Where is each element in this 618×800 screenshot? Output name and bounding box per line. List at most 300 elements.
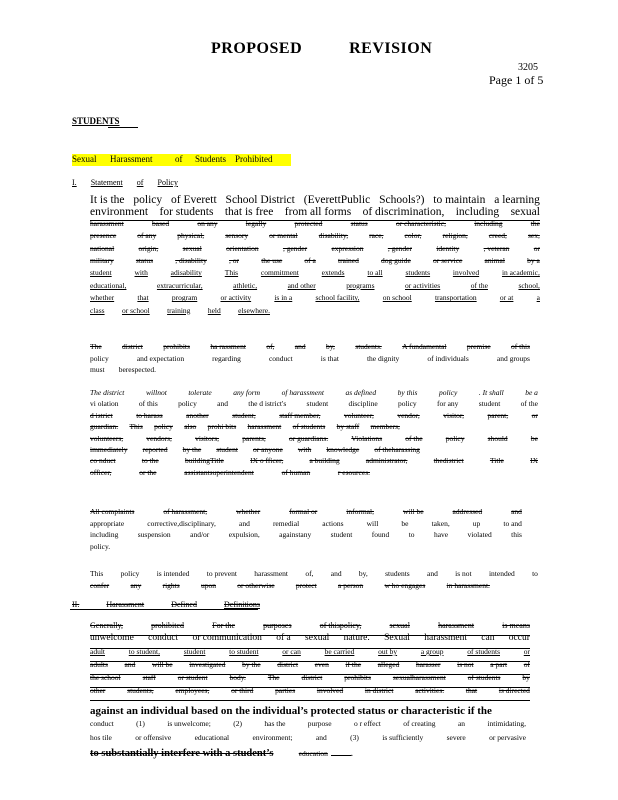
title-word: PROPOSED <box>211 40 303 57</box>
text-word: students. <box>355 342 382 351</box>
text-word: appropriate <box>90 518 125 528</box>
text-word: class <box>90 305 105 315</box>
text-word: IX o fficer, <box>250 456 284 466</box>
text-word: or activities <box>405 280 441 290</box>
text-word: students <box>405 268 431 278</box>
text-word: activities. <box>415 686 445 695</box>
text-word: and <box>330 569 342 578</box>
text-word: of, <box>266 342 275 351</box>
text-word: regarding <box>212 353 241 363</box>
text-word: a group <box>420 647 444 656</box>
text-word: sex, <box>527 231 540 241</box>
text-word: to the <box>141 456 159 466</box>
text-word: race, <box>369 231 384 241</box>
text-line <box>90 244 540 253</box>
text-word: environment; <box>252 733 293 742</box>
policy-number: 3205 <box>518 62 538 73</box>
text-word: policy <box>154 422 173 432</box>
document-title <box>211 40 432 58</box>
text-word: policy <box>120 569 140 578</box>
text-word: harassment <box>247 422 282 432</box>
text-word: is sufficiently <box>382 733 424 742</box>
text-word: hos tile <box>90 733 112 742</box>
text-word: any form <box>233 388 261 397</box>
text-word: intimidating, <box>487 719 526 728</box>
text-word: (2) <box>233 719 242 728</box>
final-dot: . <box>350 748 354 759</box>
text-word: or guardians. <box>288 433 329 443</box>
text-word: student <box>478 399 501 409</box>
text-word: origin, <box>138 243 159 253</box>
text-word: of students <box>467 673 501 682</box>
text-word: to student, <box>128 647 160 656</box>
text-word: harasser <box>415 660 441 669</box>
text-word: including <box>90 530 119 540</box>
text-word: of individuals <box>427 353 469 363</box>
text-word: of human <box>281 467 311 477</box>
title-token: Harassment <box>110 154 153 164</box>
text-word: Schools?) <box>379 194 425 206</box>
text-word: informal, <box>346 507 374 516</box>
text-line <box>90 621 530 630</box>
heading-word: Definitions <box>224 600 260 609</box>
text-word: conduct <box>268 353 293 363</box>
text-word: district <box>277 660 299 669</box>
text-word: a <box>536 293 540 303</box>
text-word: unwelcome <box>90 633 134 643</box>
text-word: of students <box>292 422 326 432</box>
text-word: prohi bits <box>207 422 237 432</box>
text-word: School District <box>225 194 295 206</box>
text-word: volunteers, <box>90 433 124 443</box>
text-word: presence <box>90 231 117 241</box>
text-word: This <box>224 268 239 278</box>
text-word: even <box>314 660 329 669</box>
text-word: thedistrict <box>433 456 464 466</box>
text-word: adult <box>90 647 105 656</box>
text-word: status <box>135 256 154 265</box>
title-token: Students <box>195 154 227 164</box>
text-word: on any <box>197 218 218 228</box>
text-line <box>90 411 538 420</box>
text-word: to all <box>367 268 383 278</box>
text-line <box>90 399 538 408</box>
text-word: or service <box>433 256 463 265</box>
text-word: of the <box>520 399 538 409</box>
text-word: or student <box>177 673 208 682</box>
text-word: employees, <box>175 686 210 695</box>
text-word: the use <box>261 256 283 265</box>
text-word: addressed <box>452 507 483 516</box>
text-word: sexual <box>510 206 540 219</box>
section-heading: STUDENTS <box>72 116 120 126</box>
text-word: that <box>465 686 478 695</box>
text-word: or <box>531 410 538 420</box>
text-word: confer <box>90 580 110 590</box>
part1-heading <box>72 178 178 187</box>
text-word: will <box>366 518 379 528</box>
text-word: the d istrict's <box>248 399 287 409</box>
text-word: extracurricular, <box>156 280 203 290</box>
text-word: visitor, <box>443 410 464 420</box>
text-word: The <box>90 342 102 351</box>
text-word: of a <box>276 633 291 643</box>
text-word: taken, <box>431 518 450 528</box>
text-word: staff <box>142 673 156 682</box>
text-word: to maintain <box>433 194 486 206</box>
text-word: expulsion, <box>228 530 260 540</box>
text-word: and <box>124 660 136 669</box>
text-word: a learning <box>494 194 540 206</box>
text-word: officer, <box>90 467 112 477</box>
text-line <box>90 219 540 228</box>
text-word: student <box>216 445 238 454</box>
text-word: sexual <box>389 621 410 630</box>
text-word: be <box>401 518 409 528</box>
text-word: harassment <box>438 621 475 630</box>
text-word: suspension <box>137 530 171 540</box>
text-line <box>90 293 540 302</box>
text-word: by, <box>326 342 335 351</box>
text-word: tolerate <box>188 388 212 397</box>
text-word: and other <box>287 280 316 290</box>
text-line <box>90 686 530 695</box>
text-word: the school <box>90 673 121 682</box>
text-word: . It shall <box>478 388 504 397</box>
text-word: animal <box>484 256 505 265</box>
text-word: educational <box>194 733 230 742</box>
text-word: a person <box>337 580 364 590</box>
text-word: trained <box>338 256 359 265</box>
text-word: or school <box>121 305 150 315</box>
text-word: this <box>511 530 522 540</box>
text-word: policy <box>133 194 163 206</box>
text-word: policy. <box>90 541 111 551</box>
text-word: educational, <box>90 280 127 290</box>
text-word: , gender <box>387 243 412 253</box>
text-line <box>90 342 530 351</box>
text-word: severe <box>446 733 466 742</box>
text-word: including <box>474 218 503 228</box>
text-word: of harassment <box>281 388 324 397</box>
text-word: training <box>167 305 191 315</box>
text-line <box>90 206 540 219</box>
text-word: by <box>522 673 530 682</box>
text-word: nature. <box>343 633 370 643</box>
text-word: and/or <box>190 530 210 540</box>
text-word: by this <box>397 388 418 397</box>
text-word: sexualharassment <box>392 673 446 682</box>
text-word: sensory <box>225 231 249 241</box>
text-line <box>90 231 540 240</box>
text-line <box>90 281 540 290</box>
text-word: military <box>90 256 114 265</box>
text-word: also <box>184 422 197 432</box>
text-word: , gender <box>282 243 308 253</box>
text-word: Generally, <box>90 621 124 630</box>
title-token: of <box>175 154 183 164</box>
heading-word: Harassment <box>106 600 145 609</box>
text-word: policy <box>90 353 109 363</box>
text-word: identity <box>436 243 460 253</box>
text-word: expression <box>331 243 364 253</box>
text-word: berespected. <box>118 365 156 375</box>
text-line <box>90 456 538 465</box>
text-word: programs <box>346 280 375 290</box>
text-word: student <box>90 268 112 278</box>
text-word: whether <box>236 507 261 516</box>
text-word: , disability <box>175 256 207 265</box>
text-word: will be <box>151 660 173 669</box>
text-word: student <box>183 647 206 656</box>
text-word: upon <box>200 580 216 590</box>
final-bold: to substantially interfere with a student’s <box>90 748 274 759</box>
text-line <box>90 434 538 443</box>
heading-number: I. <box>72 178 77 187</box>
text-word: from all forms <box>284 206 352 219</box>
text-word: parent, <box>487 410 509 420</box>
text-word: Sexual <box>384 633 410 643</box>
text-word: of harassment, <box>163 507 208 516</box>
text-word: r esources. <box>337 467 370 477</box>
text-word: buildingTitle <box>184 456 224 466</box>
text-word: sexual <box>305 633 330 643</box>
text-word: (1) <box>136 719 145 728</box>
text-word: student, <box>232 410 256 420</box>
text-word: reported <box>142 445 168 454</box>
final-word: education <box>298 749 328 758</box>
text-word: held <box>207 305 221 315</box>
text-word: of the <box>405 433 423 443</box>
text-word: , veteran <box>483 243 510 253</box>
text-word: and groups <box>496 353 530 363</box>
text-word: IX <box>530 456 538 466</box>
text-word: on school <box>382 293 412 303</box>
text-word: is unwelcome; <box>167 719 211 728</box>
text-word: to prevent <box>206 569 237 578</box>
text-word: is directed <box>498 686 530 695</box>
text-word: rights <box>162 580 180 590</box>
text-word: that is free <box>224 206 274 219</box>
text-word: an <box>457 719 466 728</box>
text-word: , or <box>229 256 240 265</box>
text-word: violated <box>467 530 492 540</box>
text-word: This <box>129 422 143 432</box>
text-word: program <box>171 293 198 303</box>
text-word: be <box>530 433 538 443</box>
text-word: by the <box>242 660 261 669</box>
text-line <box>90 581 490 590</box>
text-word: vi olation <box>90 399 119 409</box>
text-word: protected <box>294 218 323 228</box>
title-word: REVISION <box>349 40 433 57</box>
text-word: Title <box>489 456 504 466</box>
text-word: and <box>511 507 522 516</box>
text-word: and <box>217 399 228 409</box>
text-word: in harassment. <box>446 580 490 590</box>
text-word: knowledge <box>326 445 360 454</box>
text-word: corrective,disciplinary, <box>147 518 216 528</box>
text-word: creed, <box>488 231 507 241</box>
text-word: school facility, <box>315 293 360 303</box>
text-line <box>90 673 530 682</box>
text-word: in academic, <box>501 268 540 278</box>
text-word: of students <box>467 647 500 656</box>
text-word: must <box>90 365 105 375</box>
text-word: or at <box>499 293 514 303</box>
text-word: or <box>523 647 530 656</box>
text-word: It is the <box>90 194 125 206</box>
text-word: prohibits <box>163 342 190 351</box>
text-word: prohibited <box>151 621 185 630</box>
text-word: legally <box>245 218 267 228</box>
text-word: student <box>330 530 353 540</box>
text-word: policy <box>445 433 465 443</box>
text-word: by a <box>527 256 540 265</box>
text-word: willnot <box>145 388 167 397</box>
text-word: be a <box>525 388 538 397</box>
policy-title <box>72 154 291 166</box>
text-word: other <box>90 686 106 695</box>
text-word: elsewhere. <box>238 305 270 315</box>
text-word: of a <box>304 256 316 265</box>
text-word: physical, <box>177 231 205 241</box>
text-word: status <box>350 218 368 228</box>
text-word: The district <box>90 388 125 397</box>
text-word: guardian. <box>90 422 119 432</box>
text-line <box>90 647 530 656</box>
text-line <box>90 542 118 551</box>
text-word: by the <box>182 445 202 454</box>
text-word: by, <box>358 569 368 578</box>
bold-line: against an individual based on the individual’s protected status or characteristic if the <box>90 705 492 717</box>
text-word: alleged <box>377 660 400 669</box>
text-word: is that <box>320 353 339 363</box>
text-line <box>90 268 540 277</box>
title-token: Sexual <box>72 154 97 164</box>
text-word: or the <box>139 467 157 477</box>
text-word: o r effect <box>353 719 381 728</box>
text-word: members, <box>370 422 400 432</box>
text-word: parents, <box>242 433 266 443</box>
text-word: harassment <box>424 633 467 643</box>
text-word: disability, <box>318 231 349 241</box>
text-word: involved <box>316 686 344 695</box>
text-word: of the <box>470 280 488 290</box>
text-line <box>90 422 400 431</box>
text-word: Violations <box>351 433 383 443</box>
text-word: administrator, <box>365 456 408 466</box>
text-word: or offensive <box>135 733 172 742</box>
text-word: will be <box>402 507 424 516</box>
text-line <box>90 306 270 315</box>
text-word: or characteristic, <box>395 218 446 228</box>
text-word: investigated <box>189 660 226 669</box>
text-line <box>90 388 538 397</box>
text-word: district <box>301 673 323 682</box>
text-word: visitors, <box>195 433 220 443</box>
text-word: of thispolicy, <box>319 621 362 630</box>
text-word: assistantsuperintendent <box>184 467 254 477</box>
text-word: is means <box>502 621 530 630</box>
text-line <box>90 660 530 669</box>
text-word: and <box>239 518 250 528</box>
text-word: or pervasive <box>489 733 526 742</box>
text-word: have <box>433 530 449 540</box>
text-word: or mental <box>269 231 298 241</box>
text-line <box>90 733 526 742</box>
text-line <box>90 468 370 477</box>
text-word: conduct <box>90 719 114 728</box>
title-token: Prohibited <box>235 154 273 164</box>
text-word: or anyone <box>253 445 283 454</box>
text-word: ha rassment <box>210 342 246 351</box>
text-word: adisability <box>170 268 202 278</box>
text-word: or <box>533 243 540 253</box>
page-number: Page 1 of 5 <box>489 73 544 87</box>
text-word: harassment <box>90 218 124 228</box>
text-word: and <box>315 733 327 742</box>
text-word: of <box>523 660 530 669</box>
text-word: with <box>134 268 148 278</box>
heading-number: II. <box>72 600 80 609</box>
text-line <box>90 507 522 516</box>
text-word: co nduct <box>90 456 116 466</box>
text-word: immediately <box>90 445 128 454</box>
text-line <box>90 719 526 728</box>
text-word: vendors, <box>146 433 172 443</box>
text-word: purpose <box>307 719 332 728</box>
text-word: or otherwise <box>237 580 275 590</box>
text-word: parties <box>275 686 296 695</box>
text-line <box>90 634 530 643</box>
text-line <box>90 519 522 528</box>
text-word: or communication <box>192 633 262 643</box>
text-word: color, <box>404 231 422 241</box>
final-line <box>90 748 353 759</box>
text-word: adults <box>90 660 108 669</box>
text-word: of Everett <box>171 194 217 206</box>
text-word: of this <box>138 399 158 409</box>
text-word: of, <box>305 569 314 578</box>
part2-heading <box>72 600 260 609</box>
text-word: whether <box>90 293 115 303</box>
text-word: remedial <box>272 518 300 528</box>
text-word: orientation <box>226 243 259 253</box>
heading-word: Defined <box>171 600 197 609</box>
text-word: of any <box>137 231 157 241</box>
text-word: out by <box>378 647 398 656</box>
text-word: to <box>408 530 415 540</box>
text-word: based <box>152 218 170 228</box>
text-word: if the <box>345 660 362 669</box>
text-word: of creating <box>403 719 436 728</box>
text-word: w ho engages <box>384 580 426 590</box>
text-word: or third <box>231 686 254 695</box>
text-line <box>90 569 538 578</box>
text-word: and expectation <box>136 353 185 363</box>
text-word: vendor, <box>397 410 420 420</box>
text-word: againstany <box>279 530 312 540</box>
text-word: formal or <box>289 507 318 516</box>
text-word: a building <box>309 456 340 466</box>
text-line <box>90 445 420 454</box>
text-word: of discrimination, <box>362 206 445 219</box>
text-word: commitment <box>260 268 299 278</box>
text-word: involved <box>452 268 480 278</box>
text-word: with <box>297 445 312 454</box>
text-word: up <box>472 518 481 528</box>
